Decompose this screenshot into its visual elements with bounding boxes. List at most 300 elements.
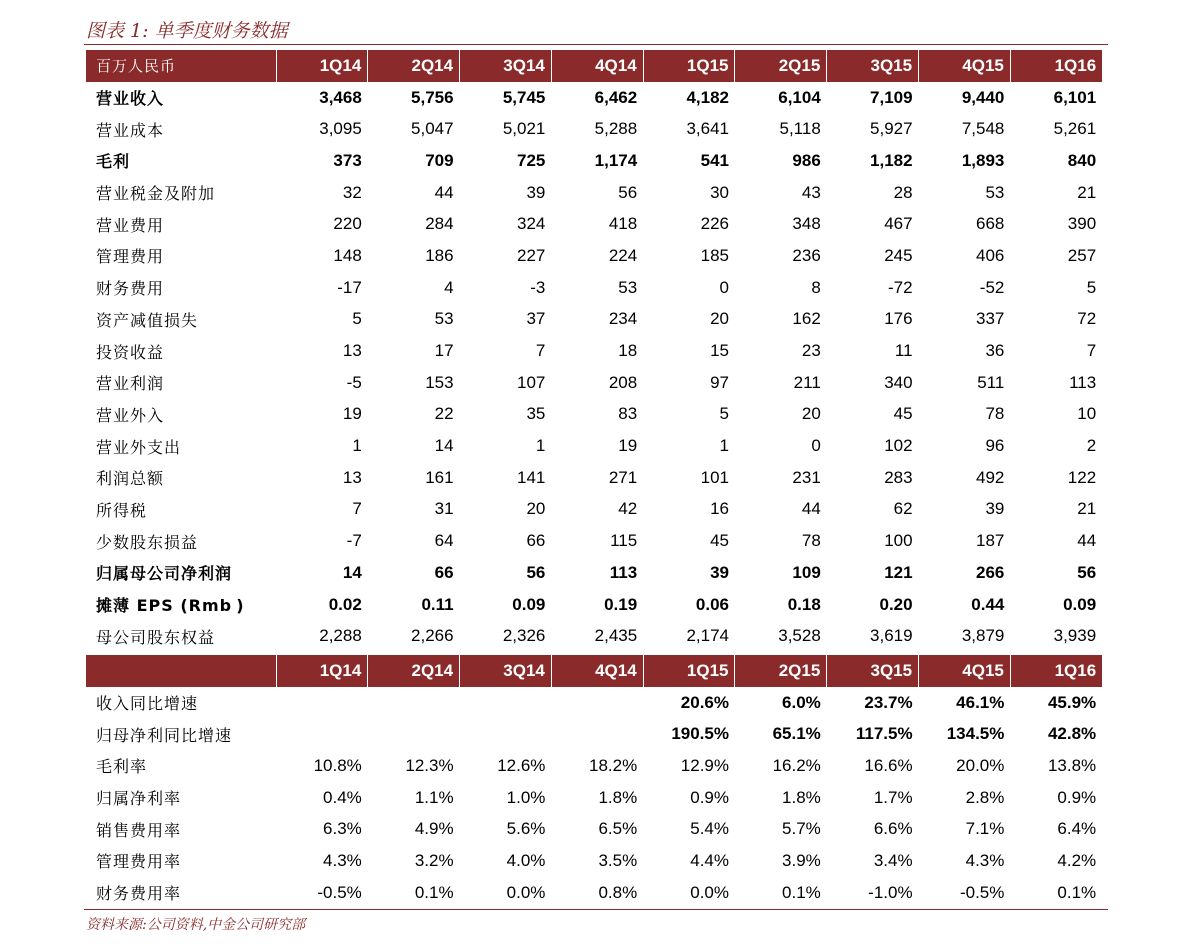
table-cell: 19 xyxy=(618,436,638,456)
table-cell: 78 xyxy=(801,531,821,551)
table-row xyxy=(86,462,1102,494)
table-cell: 406 xyxy=(976,245,1005,265)
table-cell: 208 xyxy=(608,372,638,392)
footer-divider xyxy=(84,909,1108,910)
table-cell: 6.3% xyxy=(323,819,362,839)
table-cell: 226 xyxy=(700,214,729,234)
table-cell: 840 xyxy=(1067,150,1097,170)
table-row xyxy=(86,494,1102,526)
table-cell: 5,261 xyxy=(1053,119,1097,139)
table-cell: 3.2% xyxy=(414,850,454,870)
table-cell: 6,462 xyxy=(594,87,638,107)
table-cell: 0 xyxy=(811,436,821,456)
table-cell: 13 xyxy=(342,467,362,487)
table-cell: 190.5% xyxy=(671,724,729,744)
table-row xyxy=(86,177,1102,209)
table-cell: 141 xyxy=(517,467,546,487)
table-cell: 5,927 xyxy=(870,119,913,139)
table-cell: 2,174 xyxy=(686,626,729,646)
table-row xyxy=(86,304,1102,336)
table-cell: 5 xyxy=(352,309,362,329)
table-cell: 4.4% xyxy=(690,850,729,870)
table-cell: 66 xyxy=(526,531,546,551)
table-cell: 56 xyxy=(1077,562,1097,582)
row-label: 营业成本 xyxy=(96,120,165,140)
table-row xyxy=(86,208,1102,240)
table-cell: 56 xyxy=(618,182,638,202)
table-cell: 187 xyxy=(976,531,1005,551)
table-cell: 5,021 xyxy=(502,119,546,139)
table-cell: 4.3% xyxy=(965,850,1005,870)
column-header: 1Q16 xyxy=(1010,50,1102,82)
table-cell: 6,101 xyxy=(1053,87,1097,107)
table-cell: 46.1% xyxy=(956,692,1005,712)
table-cell xyxy=(276,718,368,750)
row-label: 毛利 xyxy=(96,152,131,172)
table-cell: 7,109 xyxy=(870,87,913,107)
row-label: 营业外支出 xyxy=(96,437,182,457)
table-cell: 10.8% xyxy=(313,755,362,775)
table-cell: 44 xyxy=(801,499,821,519)
table-cell: 668 xyxy=(976,214,1005,234)
table-cell: 373 xyxy=(333,150,362,170)
table-cell: 5.6% xyxy=(506,819,546,839)
row-label: 营业税金及附加 xyxy=(96,184,216,204)
table-cell: 3,879 xyxy=(961,626,1005,646)
table-cell: 0.20 xyxy=(879,594,913,614)
table-cell: 7,548 xyxy=(961,119,1005,139)
table-cell: 1.7% xyxy=(873,787,913,807)
table-cell: 5,118 xyxy=(779,119,821,139)
table-cell: 64 xyxy=(434,531,454,551)
table-cell: 541 xyxy=(700,150,729,170)
table-cell: 186 xyxy=(425,245,454,265)
table-row xyxy=(86,240,1102,272)
table-cell: 1.8% xyxy=(598,787,638,807)
table-cell: 19 xyxy=(342,404,362,424)
table-cell: 7 xyxy=(1086,341,1097,361)
table-cell: 21 xyxy=(1077,499,1097,519)
financial-data-table xyxy=(86,50,1102,652)
column-header: 1Q15 xyxy=(643,50,735,82)
table-cell: 1,893 xyxy=(961,150,1005,170)
table-cell: 100 xyxy=(884,531,913,551)
table-cell: 11 xyxy=(894,341,913,361)
table-cell: 5,756 xyxy=(411,87,454,107)
table-cell: 986 xyxy=(792,150,821,170)
row-label: 归属母公司净利润 xyxy=(96,564,233,584)
table-cell: 121 xyxy=(884,562,913,582)
table-cell: 1.8% xyxy=(782,787,821,807)
table-cell: 231 xyxy=(792,467,821,487)
table-cell: 20.6% xyxy=(680,692,729,712)
table-cell: 4,182 xyxy=(686,87,729,107)
table-cell: 390 xyxy=(1067,214,1097,234)
header-label: 百万人民币 xyxy=(86,50,276,82)
table-cell: -52 xyxy=(979,277,1005,297)
table-cell: 337 xyxy=(976,309,1005,329)
table-cell: 23 xyxy=(801,341,821,361)
column-header: 2Q15 xyxy=(735,655,827,687)
table-cell: 511 xyxy=(977,372,1005,392)
table-cell: 324 xyxy=(517,214,546,234)
table-cell: 0.1% xyxy=(1057,882,1097,902)
table-cell: 66 xyxy=(434,562,454,582)
table-cell: 115 xyxy=(610,531,638,551)
table-row xyxy=(86,589,1102,621)
row-label: 投资收益 xyxy=(96,342,165,362)
table-cell: 22 xyxy=(434,404,454,424)
table-cell: 185 xyxy=(700,245,729,265)
table-cell: 44 xyxy=(434,182,454,202)
table-cell: 709 xyxy=(425,150,454,170)
table-cell: 6.5% xyxy=(598,819,638,839)
table-cell: 96 xyxy=(985,436,1005,456)
table-cell: 3,095 xyxy=(319,119,362,139)
column-header: 1Q15 xyxy=(643,655,735,687)
table-cell: 467 xyxy=(884,214,913,234)
row-label: 摊薄 EPS (Rmb ) xyxy=(96,596,245,616)
table-cell: 0.1% xyxy=(782,882,821,902)
table-cell: 17 xyxy=(434,341,454,361)
table-cell: 3.9% xyxy=(782,850,821,870)
table-cell: 44 xyxy=(1077,531,1097,551)
table-cell xyxy=(368,687,460,719)
table-cell: 9,440 xyxy=(961,87,1005,107)
table-cell: 153 xyxy=(425,372,454,392)
table-cell: 113 xyxy=(609,562,638,582)
table-cell: 234 xyxy=(608,309,638,329)
table-cell: -7 xyxy=(346,531,362,551)
table-cell: 2,326 xyxy=(502,626,546,646)
row-label: 营业外入 xyxy=(96,405,165,425)
ratio-table xyxy=(86,655,1102,909)
row-label: 归属净利率 xyxy=(96,789,182,809)
table-cell: -5 xyxy=(346,372,362,392)
column-header: 3Q15 xyxy=(827,655,919,687)
table-cell: 4.9% xyxy=(414,819,454,839)
table-cell: 0 xyxy=(719,277,729,297)
row-label: 管理费用 xyxy=(96,247,165,267)
table-cell: 53 xyxy=(618,277,638,297)
table-cell: 37 xyxy=(526,309,546,329)
table-cell: 31 xyxy=(434,499,454,519)
table-row xyxy=(86,877,1102,909)
table-cell: 12.6% xyxy=(497,755,546,775)
table-cell: 20 xyxy=(801,404,821,424)
table-cell: 0.02 xyxy=(328,594,362,614)
table-cell: 39 xyxy=(710,562,729,582)
table-cell xyxy=(460,687,552,719)
table-cell: 109 xyxy=(792,562,821,582)
row-label: 少数股东损益 xyxy=(96,532,199,552)
table-cell: 53 xyxy=(985,182,1005,202)
table-cell: 14 xyxy=(342,562,362,582)
table-cell: 5.4% xyxy=(690,819,729,839)
table-cell: 245 xyxy=(884,245,913,265)
table-cell: 113 xyxy=(1069,372,1097,392)
table-row xyxy=(86,272,1102,304)
table-cell: 12.9% xyxy=(680,755,729,775)
row-label: 营业费用 xyxy=(96,215,165,235)
table-cell: 12.3% xyxy=(405,755,454,775)
table-row xyxy=(86,367,1102,399)
table-cell: 13 xyxy=(342,341,362,361)
table-cell: 224 xyxy=(608,245,638,265)
table-cell: 4.3% xyxy=(323,850,362,870)
table-cell: 102 xyxy=(884,436,913,456)
table-cell xyxy=(276,687,368,719)
table-cell: 122 xyxy=(1067,467,1097,487)
table-cell: 0.0% xyxy=(506,882,546,902)
table-cell: 18 xyxy=(618,341,638,361)
table-cell: 56 xyxy=(526,562,546,582)
table-cell: 162 xyxy=(792,309,821,329)
table-cell: -0.5% xyxy=(959,882,1005,902)
table-cell: 28 xyxy=(893,182,913,202)
table-cell: 2,435 xyxy=(594,626,638,646)
table-cell: 4.0% xyxy=(506,850,546,870)
table-row xyxy=(86,845,1102,877)
table-cell: 15 xyxy=(710,341,729,361)
column-header: 4Q15 xyxy=(919,655,1011,687)
table-cell: 3.4% xyxy=(873,850,913,870)
table-cell: 101 xyxy=(700,467,729,487)
table-cell: 0.9% xyxy=(690,787,729,807)
table-cell: 1,182 xyxy=(870,150,913,170)
figure-title: 图表 1: 单季度财务数据 xyxy=(86,20,288,42)
table-cell: 1.1% xyxy=(414,787,454,807)
table-cell: 0.44 xyxy=(971,594,1005,614)
table-cell: -72 xyxy=(888,277,913,297)
table-row xyxy=(86,782,1102,814)
table-cell: 5,288 xyxy=(594,119,638,139)
table-cell: 3,641 xyxy=(686,119,729,139)
row-label: 营业利润 xyxy=(96,374,165,394)
table-cell xyxy=(551,718,643,750)
table-cell: 3.5% xyxy=(598,850,638,870)
table-cell: 161 xyxy=(425,467,454,487)
table-cell: 53 xyxy=(434,309,454,329)
table-cell: 1 xyxy=(352,436,362,456)
table-cell: 2,288 xyxy=(319,626,362,646)
table-cell: 0.0% xyxy=(690,882,729,902)
table-cell: -3 xyxy=(530,277,546,297)
table-cell: 1 xyxy=(719,436,729,456)
table-cell: -17 xyxy=(337,277,362,297)
table-cell: 4.2% xyxy=(1057,850,1097,870)
table-cell: 42 xyxy=(618,499,638,519)
table-cell: 220 xyxy=(333,214,362,234)
table-cell: 266 xyxy=(976,562,1005,582)
table-cell: 3,619 xyxy=(870,626,913,646)
table-cell: 5,745 xyxy=(502,87,546,107)
table-cell: 271 xyxy=(608,467,638,487)
row-label: 利润总额 xyxy=(96,469,165,489)
table-cell: 1,174 xyxy=(594,150,638,170)
column-header: 1Q14 xyxy=(276,50,368,82)
table-cell: 78 xyxy=(985,404,1005,424)
table-cell: 3,528 xyxy=(778,626,821,646)
table-cell: 7 xyxy=(535,341,546,361)
table-cell: 284 xyxy=(425,214,454,234)
table-cell: 45 xyxy=(710,531,729,551)
row-label: 管理费用率 xyxy=(96,852,182,872)
table-cell: 45.9% xyxy=(1047,692,1097,712)
column-header: 3Q15 xyxy=(827,50,919,82)
table-cell: 6.6% xyxy=(873,819,913,839)
table-cell: 257 xyxy=(1067,245,1097,265)
table-cell: 1 xyxy=(535,436,546,456)
table-cell: 340 xyxy=(884,372,913,392)
table-cell: 39 xyxy=(526,182,546,202)
table-cell: 3,939 xyxy=(1053,626,1097,646)
table-cell: 6.0% xyxy=(782,692,821,712)
table-row xyxy=(86,557,1102,589)
table-cell: 0.4% xyxy=(323,787,362,807)
source-note: 资料来源:公司资料,中金公司研究部 xyxy=(86,917,306,933)
title-divider xyxy=(84,44,1108,45)
column-header: 2Q14 xyxy=(368,50,460,82)
table-cell: 725 xyxy=(517,150,546,170)
table-row xyxy=(86,813,1102,845)
table-cell: 8 xyxy=(811,277,821,297)
header-row xyxy=(86,655,1102,687)
table-cell: 18.2% xyxy=(588,755,638,775)
table-cell: 107 xyxy=(517,372,546,392)
table-cell: 23.7% xyxy=(864,692,913,712)
table-row xyxy=(86,620,1102,652)
table-cell: 7.1% xyxy=(965,819,1005,839)
row-label: 销售费用率 xyxy=(96,820,182,840)
row-label: 所得税 xyxy=(96,500,148,520)
table-cell: 4 xyxy=(444,277,454,297)
column-header: 2Q14 xyxy=(368,655,460,687)
table-cell: 39 xyxy=(985,499,1005,519)
table-cell: 0.09 xyxy=(512,594,546,614)
table-cell: 1.0% xyxy=(506,787,546,807)
table-cell: 348 xyxy=(792,214,821,234)
table-cell: 14 xyxy=(434,436,454,456)
column-header: 1Q16 xyxy=(1010,655,1102,687)
row-label: 收入同比增速 xyxy=(96,694,199,714)
table-cell: 0.9% xyxy=(1057,787,1097,807)
table-cell: 5 xyxy=(719,404,729,424)
table-cell: 117.5% xyxy=(855,724,913,744)
table-cell: 97 xyxy=(710,372,729,392)
table-cell: 0.19 xyxy=(604,594,638,614)
table-cell xyxy=(460,718,552,750)
table-cell: 21 xyxy=(1077,182,1097,202)
table-cell: 10 xyxy=(1077,404,1097,424)
table-row xyxy=(86,82,1102,114)
table-cell: 20 xyxy=(526,499,546,519)
table-cell: 16 xyxy=(710,499,729,519)
row-label: 财务费用率 xyxy=(96,884,182,904)
row-label: 资产减值损失 xyxy=(96,310,199,330)
table-cell: 0.8% xyxy=(598,882,638,902)
table-cell: 0.18 xyxy=(787,594,821,614)
table-row xyxy=(86,335,1102,367)
column-header: 3Q14 xyxy=(460,655,552,687)
table-cell: 6.4% xyxy=(1057,819,1097,839)
header-row xyxy=(86,50,1102,82)
table-cell: 2,266 xyxy=(411,626,454,646)
table-row xyxy=(86,430,1102,462)
row-label: 归母净利同比增速 xyxy=(96,725,233,745)
table-cell: 2.8% xyxy=(965,787,1005,807)
table-row xyxy=(86,145,1102,177)
table-cell: 227 xyxy=(517,245,546,265)
table-cell: 30 xyxy=(710,182,729,202)
table-cell: 43 xyxy=(801,182,821,202)
column-header: 4Q14 xyxy=(551,655,643,687)
table-cell: 35 xyxy=(526,404,546,424)
table-cell: 13.8% xyxy=(1047,755,1097,775)
table-cell xyxy=(368,718,460,750)
table-cell: 7 xyxy=(352,499,362,519)
table-row xyxy=(86,687,1102,719)
table-cell: 283 xyxy=(884,467,913,487)
table-cell: 32 xyxy=(342,182,362,202)
table-cell: 16.2% xyxy=(772,755,821,775)
table-cell: -1.0% xyxy=(868,882,913,902)
table-cell: 3,468 xyxy=(319,87,362,107)
table-cell: 5,047 xyxy=(411,119,454,139)
table-cell: 148 xyxy=(333,245,362,265)
column-header: 4Q14 xyxy=(551,50,643,82)
row-label: 毛利率 xyxy=(96,757,148,777)
table-cell: 134.5% xyxy=(946,724,1005,744)
column-header: 2Q15 xyxy=(735,50,827,82)
table-cell: 72 xyxy=(1077,309,1097,329)
table-cell: 0.11 xyxy=(421,594,454,614)
column-header: 4Q15 xyxy=(919,50,1011,82)
table-cell: 0.1% xyxy=(414,882,454,902)
table-cell: 176 xyxy=(884,309,913,329)
table-cell: 418 xyxy=(608,214,638,234)
table-row xyxy=(86,399,1102,431)
table-cell: 5 xyxy=(1086,277,1097,297)
row-label: 财务费用 xyxy=(96,279,165,299)
table-cell: 62 xyxy=(893,499,913,519)
table-cell: 2 xyxy=(1086,436,1097,456)
table-cell: 83 xyxy=(618,404,638,424)
table-cell: -0.5% xyxy=(317,882,362,902)
row-label: 母公司股东权益 xyxy=(96,627,216,647)
table-cell: 20 xyxy=(710,309,729,329)
table-cell: 236 xyxy=(792,245,821,265)
table-row xyxy=(86,525,1102,557)
table-cell: 16.6% xyxy=(864,755,913,775)
table-cell: 211 xyxy=(793,372,821,392)
table-cell: 6,104 xyxy=(778,87,821,107)
table-cell: 42.8% xyxy=(1047,724,1097,744)
table-row xyxy=(86,750,1102,782)
table-cell xyxy=(551,687,643,719)
row-label: 营业收入 xyxy=(96,89,165,109)
table-cell: 45 xyxy=(893,404,913,424)
table-cell: 0.09 xyxy=(1063,594,1097,614)
table-cell: 20.0% xyxy=(956,755,1005,775)
column-header: 1Q14 xyxy=(276,655,368,687)
table-cell: 65.1% xyxy=(772,724,821,744)
table-cell: 36 xyxy=(985,341,1005,361)
header-label xyxy=(86,655,276,687)
table-cell: 492 xyxy=(976,467,1005,487)
table-row xyxy=(86,718,1102,750)
table-cell: 5.7% xyxy=(782,819,821,839)
